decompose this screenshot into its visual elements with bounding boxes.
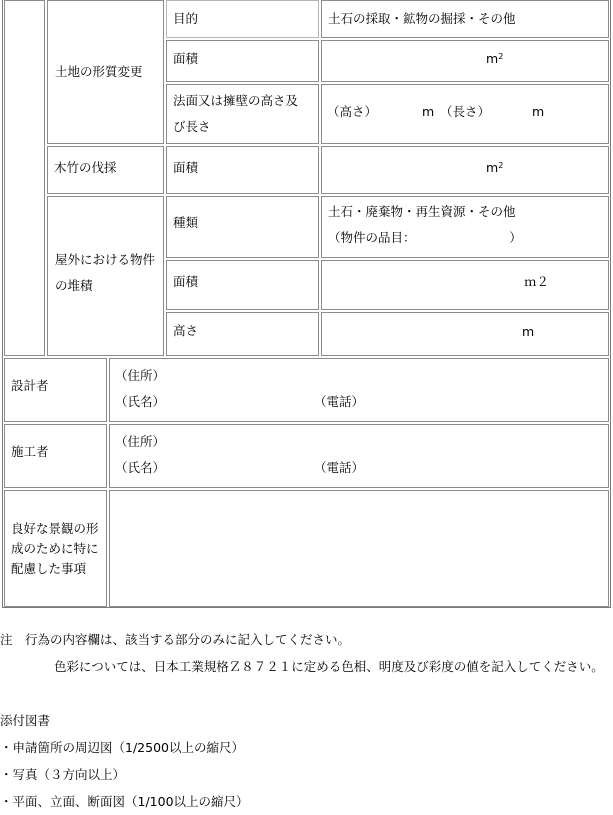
builder-label-cell	[4, 424, 107, 488]
designer-value-cell	[109, 358, 609, 422]
notes-spacer	[0, 680, 613, 707]
height-label: 高さ	[173, 323, 199, 338]
designer-label: 設計者	[11, 378, 49, 393]
group-bamboo-label: 木竹の伐採	[54, 160, 117, 175]
kind-label-cell	[166, 196, 319, 258]
area-label-cell	[166, 40, 319, 82]
purpose-value: 土石の採取・鉱物の掘採・その他	[328, 11, 516, 26]
attachments-title: 添付図書	[0, 713, 51, 728]
consideration-label-line2: 成のために特に	[11, 541, 99, 556]
bamboo-area-unit: $m^2$	[486, 160, 504, 175]
bamboo-area-value-cell	[321, 146, 609, 194]
slope-height-unit: m	[422, 104, 435, 119]
notes-section	[0, 626, 613, 815]
purpose-label: 目的	[173, 11, 199, 26]
kind-value-line1: 土石・廃棄物・再生資源・その他	[328, 204, 516, 219]
slope-length: （長さ）	[440, 104, 491, 119]
outdoor-area-value-cell	[321, 260, 609, 310]
attachment-3: ・平面、立面、断面図（1/100以上の縮尺）	[0, 794, 249, 809]
designer-name: （氏名）	[115, 394, 166, 409]
spine-column	[4, 0, 45, 356]
designer-phone: （電話）	[314, 394, 365, 409]
builder-name: （氏名）	[115, 460, 166, 475]
consideration-value-cell	[109, 490, 609, 607]
slope-height: （高さ）	[327, 104, 378, 119]
attachment-2: ・写真（３方向以上）	[0, 767, 126, 782]
area-unit: $m^2$	[486, 51, 504, 66]
height-unit: m	[522, 324, 535, 339]
builder-address: （住所）	[115, 434, 166, 449]
purpose-label-cell	[166, 0, 319, 38]
slope-value-cell	[321, 84, 609, 144]
note-1: 注 行為の内容欄は、該当する部分のみに記入してください。	[0, 632, 351, 647]
consideration-label-line3: 配慮した事項	[11, 561, 87, 576]
slope-label-line1: 法面又は擁壁の高さ及	[173, 93, 299, 108]
group-land-label: 土地の形質変更	[55, 64, 143, 79]
consideration-label	[11, 491, 100, 579]
consideration-label-line1: 良好な景観の形	[11, 521, 99, 536]
group-bamboo-felling	[47, 146, 164, 194]
outdoor-area-label: 面積	[173, 274, 199, 289]
kind-value-line2: （物件の品目： ）	[328, 230, 522, 245]
consideration-label-cell	[4, 490, 107, 607]
designer-address: （住所）	[115, 368, 166, 383]
area-value-cell	[321, 40, 609, 82]
attachment-1: ・申請箇所の周辺図（1/2500以上の縮尺）	[0, 740, 244, 755]
group-outdoor-label-line1: 屋外における物件	[55, 252, 156, 267]
designer-label-cell	[4, 358, 107, 422]
height-value-cell	[321, 312, 609, 356]
bamboo-area-label: 面積	[173, 160, 199, 175]
group-outdoor-label-line2: の堆積	[55, 278, 93, 293]
note-2: 色彩については、日本工業規格Ｚ８７２１に定める色相、明度及び彩度の値を記入してください。	[54, 659, 604, 674]
builder-label: 施工者	[11, 444, 49, 459]
bamboo-area-label-cell	[166, 146, 319, 194]
outdoor-area-unit: ｍ２	[524, 274, 550, 289]
group-outdoor-storage	[47, 196, 164, 356]
area-label: 面積	[173, 51, 199, 66]
group-land-alteration	[47, 0, 164, 144]
builder-value-cell	[109, 424, 609, 488]
height-label-cell	[166, 312, 319, 356]
builder-phone: （電話）	[314, 460, 365, 475]
kind-label: 種類	[173, 215, 199, 230]
outdoor-area-label-cell	[166, 260, 319, 310]
slope-label-line2: び長さ	[173, 119, 211, 134]
purpose-value-cell	[321, 0, 609, 38]
kind-value-cell	[321, 196, 609, 258]
slope-length-unit: m	[532, 104, 545, 119]
slope-label-cell	[166, 84, 319, 144]
